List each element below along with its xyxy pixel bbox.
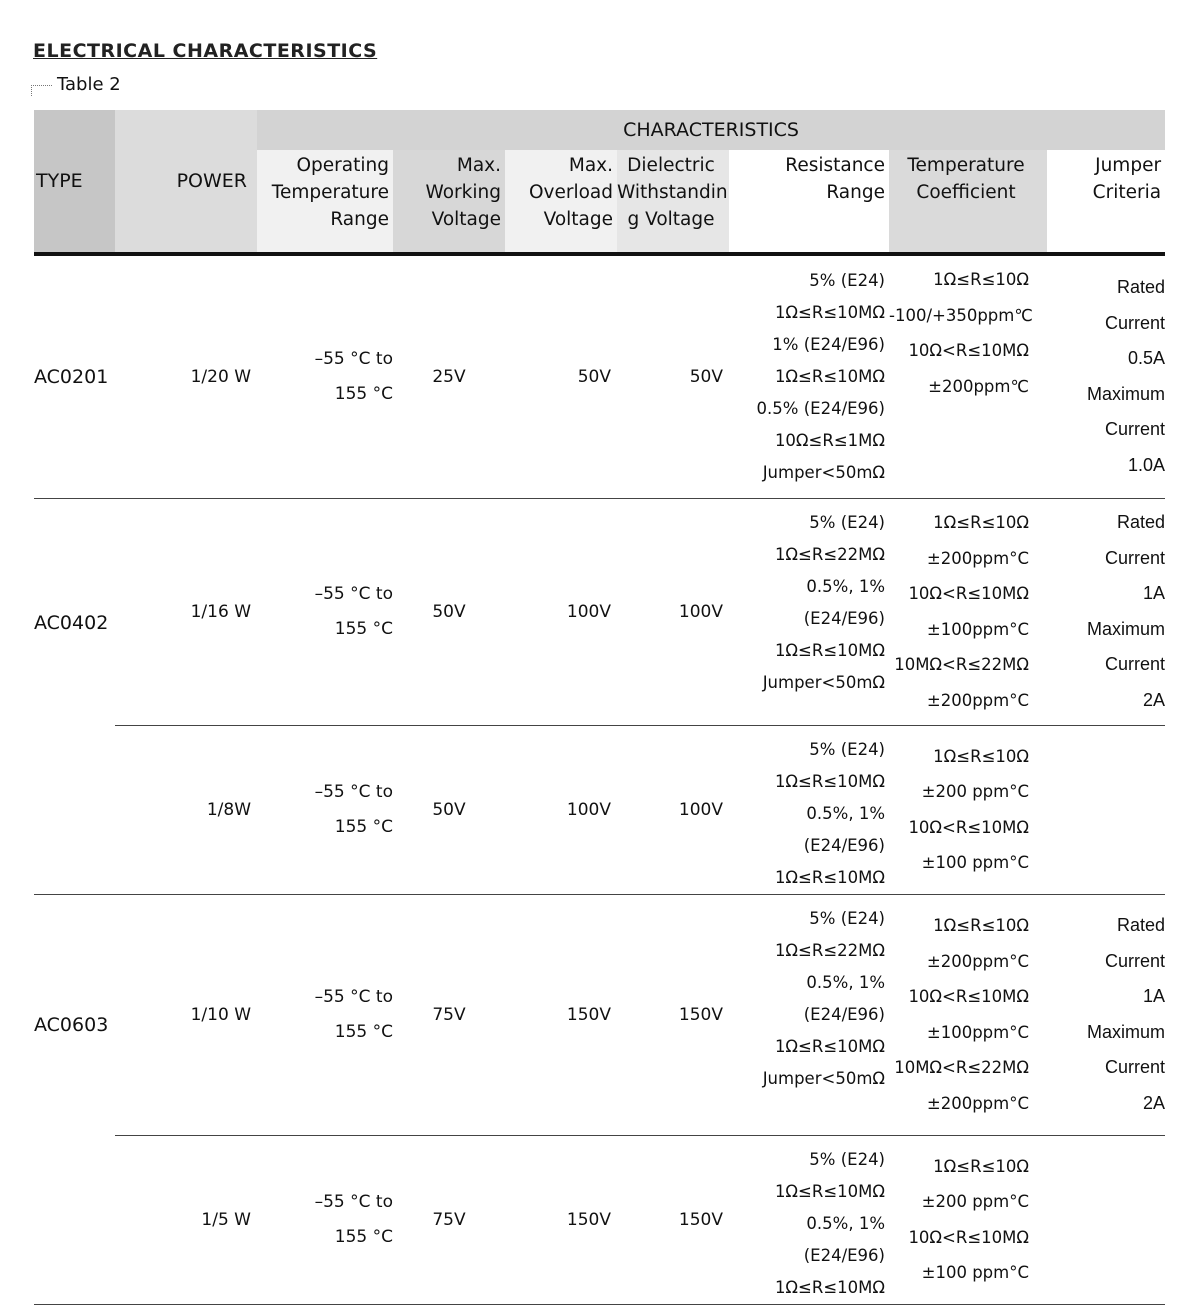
temp-range-cell: –55 °C to 155 °C xyxy=(257,498,393,725)
header-power: POWER xyxy=(115,110,257,252)
resistance-range-cell: 5% (E24) 1Ω≤R≤10MΩ 0.5%, 1% (E24/E96) 1Ω≤R≤10MΩ xyxy=(729,1135,889,1304)
resistance-range-cell: 5% (E24) 1Ω≤R≤10MΩ 1% (E24/E96) 1Ω≤R≤10MΩ 0.5% (E24/E96) 10Ω≤R≤1MΩ Jumper<50mΩ xyxy=(729,254,889,498)
table-row xyxy=(34,1135,1165,1304)
working-voltage-cell: 50V xyxy=(393,498,505,725)
overload-voltage-cell: 150V xyxy=(505,894,617,1135)
power-cell: 1/8W xyxy=(115,725,257,894)
working-voltage-cell: 75V xyxy=(393,1135,505,1304)
table-row xyxy=(34,254,1165,498)
power-cell: 1/16 W xyxy=(115,498,257,725)
temp-coefficient-cell: 1Ω≤R≤10Ω ±200ppm°C 10Ω<R≤10MΩ ±100ppm°C 10MΩ<R≤22MΩ ±200ppm°C xyxy=(889,498,1047,725)
overload-voltage-cell: 100V xyxy=(505,498,617,725)
table-row xyxy=(34,725,1165,894)
temp-range-cell: –55 °C to 155 °C xyxy=(257,725,393,894)
temp-range-cell: –55 °C to 155 °C xyxy=(257,894,393,1135)
type-cell: AC0603 xyxy=(34,894,115,1304)
working-voltage-cell: 50V xyxy=(393,725,505,894)
header-resistance-range: Resistance Range xyxy=(729,150,889,252)
resistance-range-cell: 5% (E24) 1Ω≤R≤22MΩ 0.5%, 1% (E24/E96) 1Ω≤R≤10MΩ Jumper<50mΩ xyxy=(729,894,889,1135)
header-operating-temperature: Operating Temperature Range xyxy=(257,150,393,252)
dielectric-voltage-cell: 100V xyxy=(617,498,729,725)
header-jumper-criteria: Jumper Criteria xyxy=(1047,150,1165,252)
temp-range-cell: –55 °C to 155 °C xyxy=(257,254,393,498)
table-caption-text: Table 2 xyxy=(57,74,121,95)
header-max-overload-voltage: Max. Overload Voltage xyxy=(505,150,617,252)
header-temperature-coefficient: Temperature Coefficient xyxy=(889,150,1047,252)
header-max-working-voltage: Max. Working Voltage xyxy=(393,150,505,252)
temp-coefficient-cell: 1Ω≤R≤10Ω -100/+350ppm℃ 10Ω<R≤10MΩ ±200ppm℃ xyxy=(889,254,1047,498)
header-characteristics: CHARACTERISTICS xyxy=(257,110,1165,150)
power-cell: 1/5 W xyxy=(115,1135,257,1304)
working-voltage-cell: 25V xyxy=(393,254,505,498)
overload-voltage-cell: 150V xyxy=(505,1135,617,1304)
power-cell: 1/20 W xyxy=(115,254,257,498)
jumper-criteria-cell xyxy=(1047,1135,1165,1304)
temp-coefficient-cell: 1Ω≤R≤10Ω ±200ppm°C 10Ω<R≤10MΩ ±100ppm°C 10MΩ<R≤22MΩ ±200ppm°C xyxy=(889,894,1047,1135)
table-row xyxy=(34,498,1165,725)
electrical-characteristics-table xyxy=(34,110,1165,1305)
jumper-criteria-cell: Rated Current 1A Maximum Current 2A xyxy=(1047,894,1165,1135)
dielectric-voltage-cell: 150V xyxy=(617,1135,729,1304)
power-cell: 1/10 W xyxy=(115,894,257,1135)
caption-marker xyxy=(31,85,52,96)
jumper-criteria-cell: Rated Current 0.5A Maximum Current 1.0A xyxy=(1047,254,1165,498)
overload-voltage-cell: 100V xyxy=(505,725,617,894)
resistance-range-cell: 5% (E24) 1Ω≤R≤10MΩ 0.5%, 1% (E24/E96) 1Ω≤R≤10MΩ xyxy=(729,725,889,894)
dielectric-voltage-cell: 150V xyxy=(617,894,729,1135)
header-type: TYPE xyxy=(34,110,115,252)
temp-range-cell: –55 °C to 155 °C xyxy=(257,1135,393,1304)
resistance-range-cell: 5% (E24) 1Ω≤R≤22MΩ 0.5%, 1% (E24/E96) 1Ω≤R≤10MΩ Jumper<50mΩ xyxy=(729,498,889,725)
jumper-criteria-cell xyxy=(1047,725,1165,894)
working-voltage-cell: 75V xyxy=(393,894,505,1135)
type-cell: AC0201 xyxy=(34,254,115,498)
temp-coefficient-cell: 1Ω≤R≤10Ω ±200 ppm°C 10Ω<R≤10MΩ ±100 ppm°C xyxy=(889,725,1047,894)
header-dielectric-voltage: Dielectric Withstandin g Voltage xyxy=(617,150,729,252)
table-caption xyxy=(33,74,121,95)
dielectric-voltage-cell: 50V xyxy=(617,254,729,498)
table-row xyxy=(34,894,1165,1135)
section-title: ELECTRICAL CHARACTERISTICS xyxy=(33,40,378,62)
temp-coefficient-cell: 1Ω≤R≤10Ω ±200 ppm°C 10Ω<R≤10MΩ ±100 ppm°C xyxy=(889,1135,1047,1304)
overload-voltage-cell: 50V xyxy=(505,254,617,498)
jumper-criteria-cell: Rated Current 1A Maximum Current 2A xyxy=(1047,498,1165,725)
type-cell: AC0402 xyxy=(34,498,115,894)
dielectric-voltage-cell: 100V xyxy=(617,725,729,894)
